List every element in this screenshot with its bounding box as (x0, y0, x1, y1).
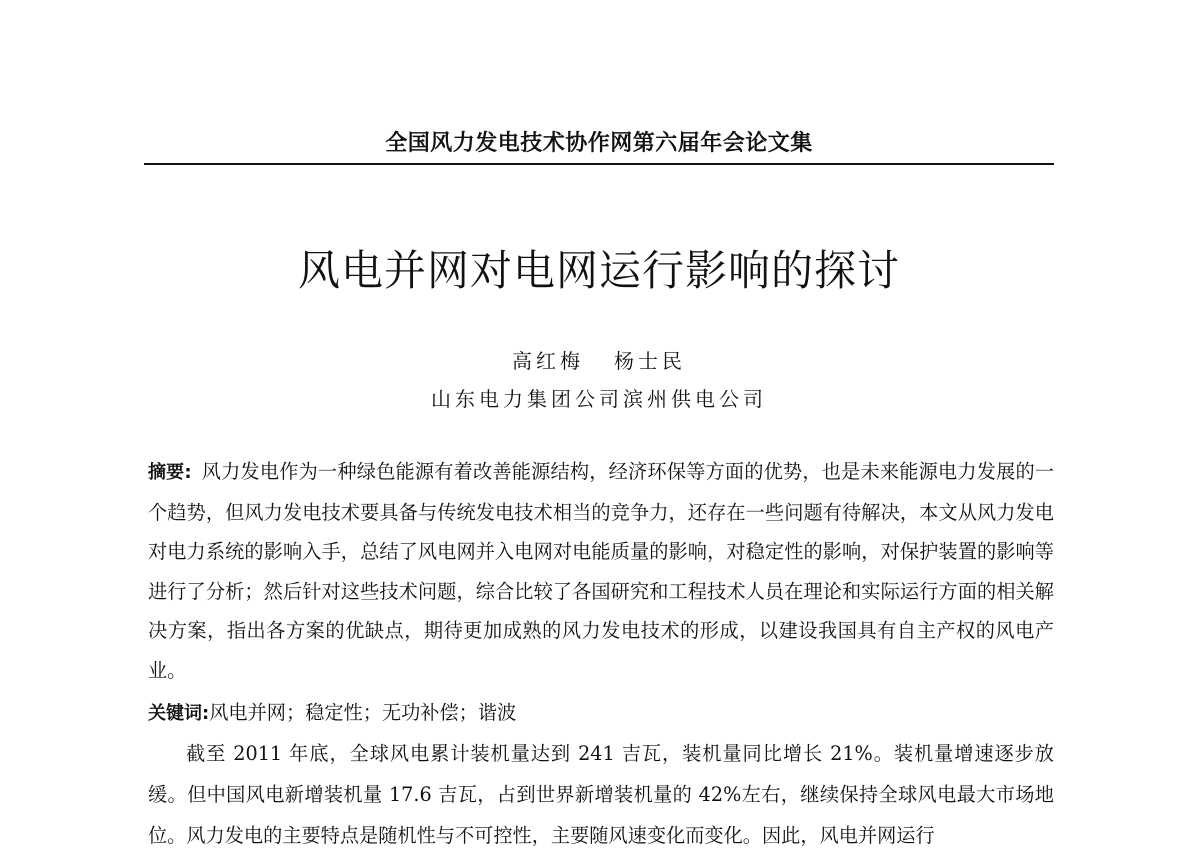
abstract-text: 风力发电作为一种绿色能源有着改善能源结构，经济环保等方面的优势，也是未来能源电力发展的一个趋势，但风力发电技术要具备与传统发电技术相当的竞争力，还存在一些问题有待解决，本文从风力发电对电力系统的影响入手，总结了风电网并入电网对电能质量的影响，对稳定性的影响，对保护装置的影响等进行了分析；然后针对这些技术问题，综合比较了各国研究和工程技术人员在理论和实际运行方面的相关解决方案，指出各方案的优缺点，期待更加成熟的风力发电技术的形成，以建设我国具有自主产权的风电产业。 (148, 460, 1055, 682)
author-affiliation: 山东电力集团公司滨州供电公司 (431, 387, 767, 411)
abstract (148, 452, 1054, 691)
author-list (144, 345, 1054, 374)
keywords-text: 风电并网；稳定性；无功补偿；谐波 (209, 701, 517, 724)
author-name: 高红梅 (512, 349, 584, 373)
keywords (148, 695, 1054, 732)
paper-title: 风电并网对电网运行影响的探讨 (297, 246, 900, 295)
author-name: 杨士民 (614, 349, 686, 373)
body-paragraph: 截至 2011 年底，全球风电累计装机量达到 241 吉瓦，装机量同比增长 21%。装机量增速逐步放缓。但中国风电新增装机量 17.6 吉瓦，占到世界新增装机量的 42%左右，继续保持全球风电最大市场地位。风力发电的主要特点是随机性与不可控性，主要随风速变化而变化。因此，风电并网运行 (148, 742, 1054, 847)
keywords-label: 关键词: (148, 703, 210, 724)
header-rule (144, 163, 1054, 165)
running-header: 全国风力发电技术协作网第六届年会论文集 (385, 131, 813, 156)
abstract-label: 摘要: (148, 462, 192, 483)
